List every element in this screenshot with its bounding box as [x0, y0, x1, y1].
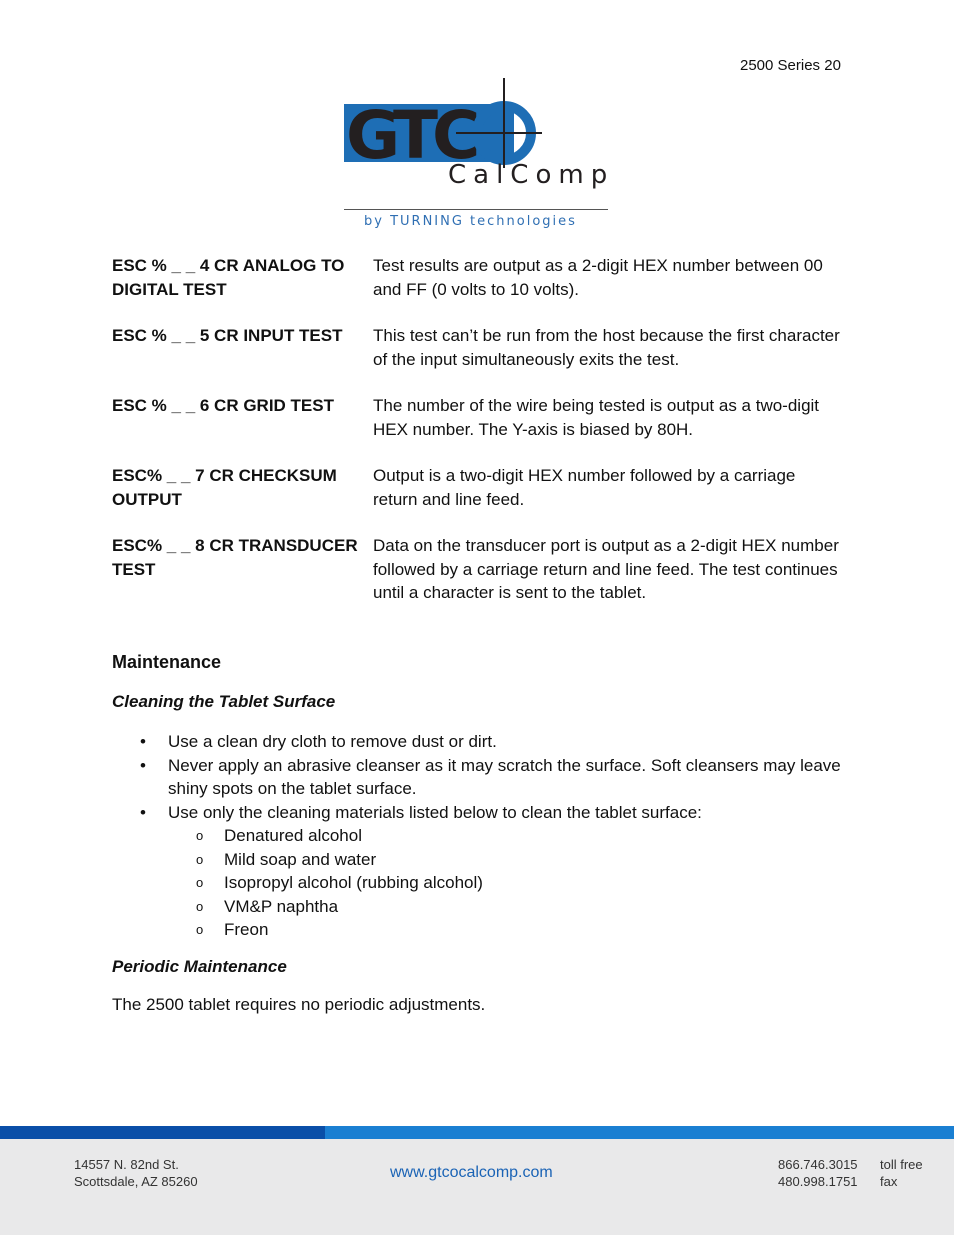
command-code: ESC % _ _ 4 CR ANALOG TO DIGITAL TEST [112, 256, 345, 299]
command-description: Output is a two-digit HEX number followed by a carriage return and line feed. [373, 466, 796, 509]
phone-number: 480.998.1751 [778, 1173, 858, 1189]
bullet-icon: • [140, 802, 146, 822]
list-item [112, 754, 842, 801]
footer-phones [778, 1157, 923, 1190]
material-text: Denatured alcohol [224, 826, 362, 845]
page-number: 2500 Series 20 [740, 57, 841, 74]
command-description: This test can’t be run from the host because the first character of the input simultaneously exits the test. [373, 326, 840, 369]
command-code: ESC % _ _ 5 CR INPUT TEST [112, 326, 343, 345]
material-item [112, 895, 842, 919]
material-item [112, 871, 842, 895]
phone-label: fax [880, 1173, 898, 1189]
command-row [112, 324, 842, 394]
footer-address [74, 1157, 198, 1190]
gtco-calcomp-logo [344, 78, 614, 234]
footer-bar-dark [0, 1126, 325, 1139]
circle-bullet-icon: o [196, 898, 204, 914]
command-table [112, 254, 842, 605]
phone-row [778, 1174, 923, 1191]
material-item [112, 824, 842, 848]
logo-tagline: by TURNING technologies [364, 214, 577, 229]
phone-label: toll free [880, 1157, 923, 1172]
material-text: VM&P naphtha [224, 896, 339, 916]
circle-bullet-icon: o [196, 875, 204, 890]
command-code: ESC% _ _ 7 CR CHECKSUM OUTPUT [112, 466, 337, 509]
command-description: The number of the wire being tested is output as a two-digit HEX number. The Y-axis is biased by 80H. [373, 396, 820, 439]
footer-website-link[interactable]: www.gtcocalcomp.com [390, 1164, 553, 1181]
address-line: 14557 N. 82nd St. [74, 1157, 179, 1172]
command-code: ESC % _ _ 6 CR GRID TEST [112, 396, 334, 415]
svg-text:GTC: GTC [346, 97, 475, 168]
circle-bullet-icon: o [196, 851, 204, 867]
circle-bullet-icon: o [196, 922, 204, 937]
list-item-text: Use only the cleaning materials listed below to clean the tablet surface: [168, 802, 702, 822]
periodic-text: The 2500 tablet requires no periodic adjustments. [112, 995, 486, 1014]
command-description: Test results are output as a 2-digit HEX number between 00 and FF (0 volts to 10 volts). [373, 256, 823, 299]
command-description: Data on the transducer port is output as a 2-digit HEX number followed by a carriage return and line feed. The test continues until a character is sent to the tablet. [373, 536, 839, 602]
phone-row [778, 1157, 923, 1174]
bullet-icon: • [140, 755, 146, 775]
address-line: Scottsdale, AZ 85260 [74, 1173, 198, 1189]
material-text: Freon [224, 920, 269, 939]
list-item-text: Never apply an abrasive cleanser as it may scratch the surface. Soft cleansers may leave shiny spots on the tablet surface. [168, 755, 841, 798]
bullet-icon: • [140, 732, 146, 751]
material-text: Mild soap and water [224, 849, 377, 869]
material-item [112, 848, 842, 872]
list-item-text: Use a clean dry cloth to remove dust or dirt. [168, 732, 497, 751]
calcomp-wordmark: CalComp [448, 160, 615, 190]
phone-number: 866.746.3015 [778, 1157, 858, 1172]
command-row [112, 534, 842, 605]
command-row [112, 254, 842, 324]
material-text: Isopropyl alcohol (rubbing alcohol) [224, 873, 483, 892]
section-title: Maintenance [112, 652, 222, 672]
list-item [112, 801, 842, 825]
material-item [112, 918, 842, 942]
logo-mark [344, 78, 614, 168]
logo-divider [344, 209, 608, 210]
cleaning-list [112, 730, 842, 942]
command-code: ESC% _ _ 8 CR TRANSDUCER TEST [112, 536, 358, 579]
command-row [112, 464, 842, 534]
page-footer [0, 1126, 954, 1235]
command-row [112, 394, 842, 464]
circle-bullet-icon: o [196, 828, 204, 843]
footer-bar-light [325, 1126, 954, 1139]
cleaning-heading: Cleaning the Tablet Surface [112, 692, 336, 711]
list-item [112, 730, 842, 754]
periodic-heading: Periodic Maintenance [112, 957, 287, 976]
